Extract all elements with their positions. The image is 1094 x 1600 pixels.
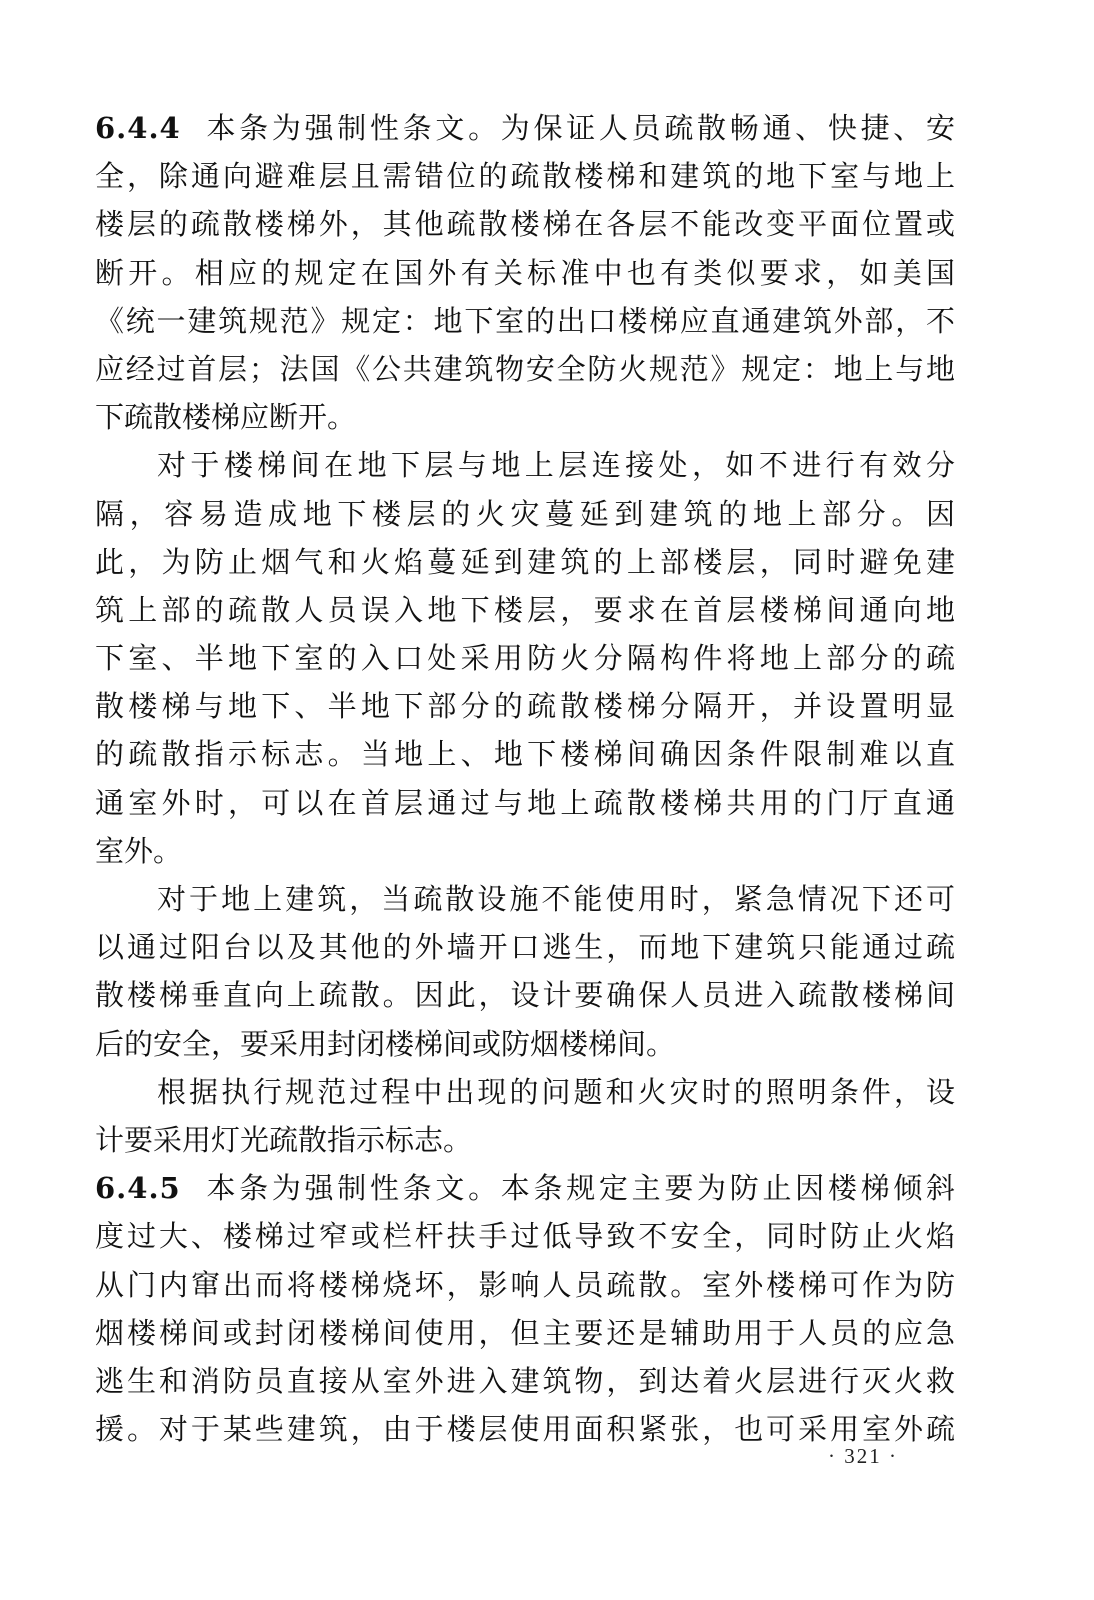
text-line: 全，除通向避难层且需错位的疏散楼梯和建筑的地下室与地上 [95,159,955,194]
text-line: 此，为防止烟气和火焰蔓延到建筑的上部楼层，同时避免建 [95,544,955,579]
text-line: 逃生和消防员直接从室外进入建筑物，到达着火层进行灭火救 [95,1363,955,1398]
text-line: 室外。 [95,833,183,868]
text-line: 下室、半地下室的入口处采用防火分隔构件将地上部分的疏 [95,641,955,676]
text-line: 散楼梯垂直向上疏散。因此，设计要确保人员进入疏散楼梯间 [95,978,955,1013]
clause-number: 6.4.4 [95,111,181,145]
text-line: 从门内窜出而将楼梯烧坏，影响人员疏散。室外楼梯可作为防 [95,1267,955,1302]
text-line: 以通过阳台以及其他的外墙开口逃生，而地下建筑只能通过疏 [95,930,955,965]
text-line: 断开。相应的规定在国外有关标准中也有类似要求，如美国 [95,255,955,290]
text-line: 应经过首层；法国《公共建筑物安全防火规范》规定：地上与地 [95,351,955,386]
text-line: 后的安全，要采用封闭楼梯间或防烟楼梯间。 [95,1026,676,1061]
text-line: 散楼梯与地下、半地下部分的疏散楼梯分隔开，并设置明显 [95,689,955,724]
text-line: 《统一建筑规范》规定：地下室的出口楼梯应直通建筑外部，不 [95,303,955,338]
page-number: · 321 · [828,1444,898,1468]
text-line: 计要采用灯光疏散指示标志。 [95,1122,473,1157]
text-line: 烟楼梯间或封闭楼梯间使用，但主要还是辅助用于人员的应急 [95,1315,955,1350]
line-text: 本条为强制性条文。本条规定主要为防止因楼梯倾斜 [202,1171,955,1206]
clause-number: 6.4.5 [95,1171,181,1206]
line-text: 本条为强制性条文。为保证人员疏散畅通、快捷、安 [202,111,955,145]
text-line: 对于地上建筑，当疏散设施不能使用时，紧急情况下还可 [157,882,955,916]
text-line: 根据执行规范过程中出现的问题和火灾时的照明条件，设 [157,1074,955,1109]
text-line: 的疏散指示标志。当地上、地下楼梯间确因条件限制难以直 [95,737,955,772]
text-line: 度过大、楼梯过窄或栏杆扶手过低导致不安全，同时防止火焰 [95,1219,955,1254]
text-line: 援。对于某些建筑，由于楼层使用面积紧张，也可采用室外疏 [95,1412,955,1447]
text-line: 下疏散楼梯应断开。 [95,400,357,435]
text-line: 通室外时，可以在首层通过与地上疏散楼梯共用的门厅直通 [95,785,955,820]
text-line: 筑上部的疏散人员误入地下楼层，要求在首层楼梯间通向地 [95,592,955,627]
text-line: 对于楼梯间在地下层与地上层连接处，如不进行有效分 [157,448,955,483]
body-text [95,104,955,1453]
text-line [95,104,955,152]
text-line: 楼层的疏散楼梯外，其他疏散楼梯在各层不能改变平面位置或 [95,207,955,242]
text-line: 隔，容易造成地下楼层的火灾蔓延到建筑的地上部分。因 [95,496,955,531]
text-line [95,1164,955,1212]
